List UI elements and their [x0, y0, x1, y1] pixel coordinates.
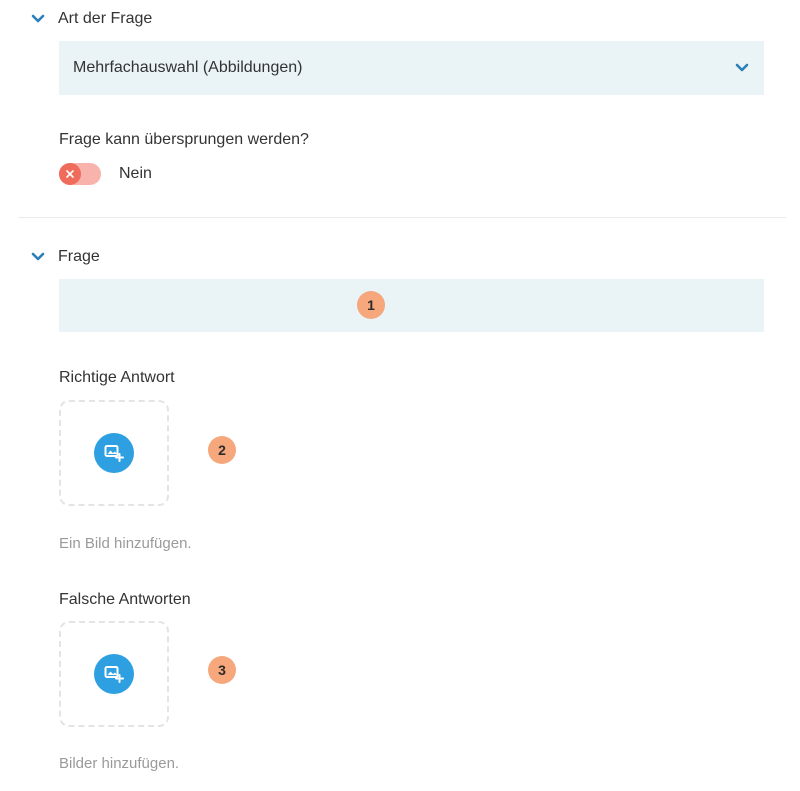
add-image-icon	[104, 444, 124, 462]
add-image-icon	[104, 665, 124, 683]
wrong-answers-label: Falsche Antworten	[59, 591, 191, 608]
section-title: Art der Frage	[58, 10, 153, 27]
chevron-down-icon	[30, 11, 46, 27]
add-image-button[interactable]	[94, 433, 134, 473]
toggle-state-label: Nein	[119, 165, 152, 182]
skippable-toggle[interactable]	[59, 163, 101, 185]
question-type-section-toggle[interactable]	[30, 10, 152, 28]
correct-answer-label: Richtige Antwort	[59, 369, 175, 386]
add-image-button[interactable]	[94, 654, 134, 694]
skippable-row	[59, 163, 152, 185]
skippable-label: Frage kann übersprungen werden?	[59, 131, 309, 148]
step-badge-1: 1	[357, 291, 385, 319]
select-value: Mehrfachauswahl (Abbildungen)	[73, 59, 303, 76]
question-type-select[interactable]	[59, 41, 764, 95]
wrong-answers-upload-tile[interactable]	[59, 621, 169, 727]
close-icon	[59, 163, 81, 185]
wrong-answers-hint: Bilder hinzufügen.	[59, 755, 180, 772]
section-title: Frage	[58, 248, 100, 265]
question-section-toggle[interactable]	[30, 248, 100, 266]
step-badge-2: 2	[208, 436, 236, 464]
correct-answer-upload-tile[interactable]	[59, 400, 169, 506]
correct-answer-hint: Ein Bild hinzufügen.	[59, 535, 192, 552]
chevron-down-icon	[734, 60, 750, 76]
step-badge-3: 3	[208, 656, 236, 684]
question-text-input[interactable]	[59, 279, 764, 332]
chevron-down-icon	[30, 249, 46, 265]
divider	[18, 217, 786, 218]
